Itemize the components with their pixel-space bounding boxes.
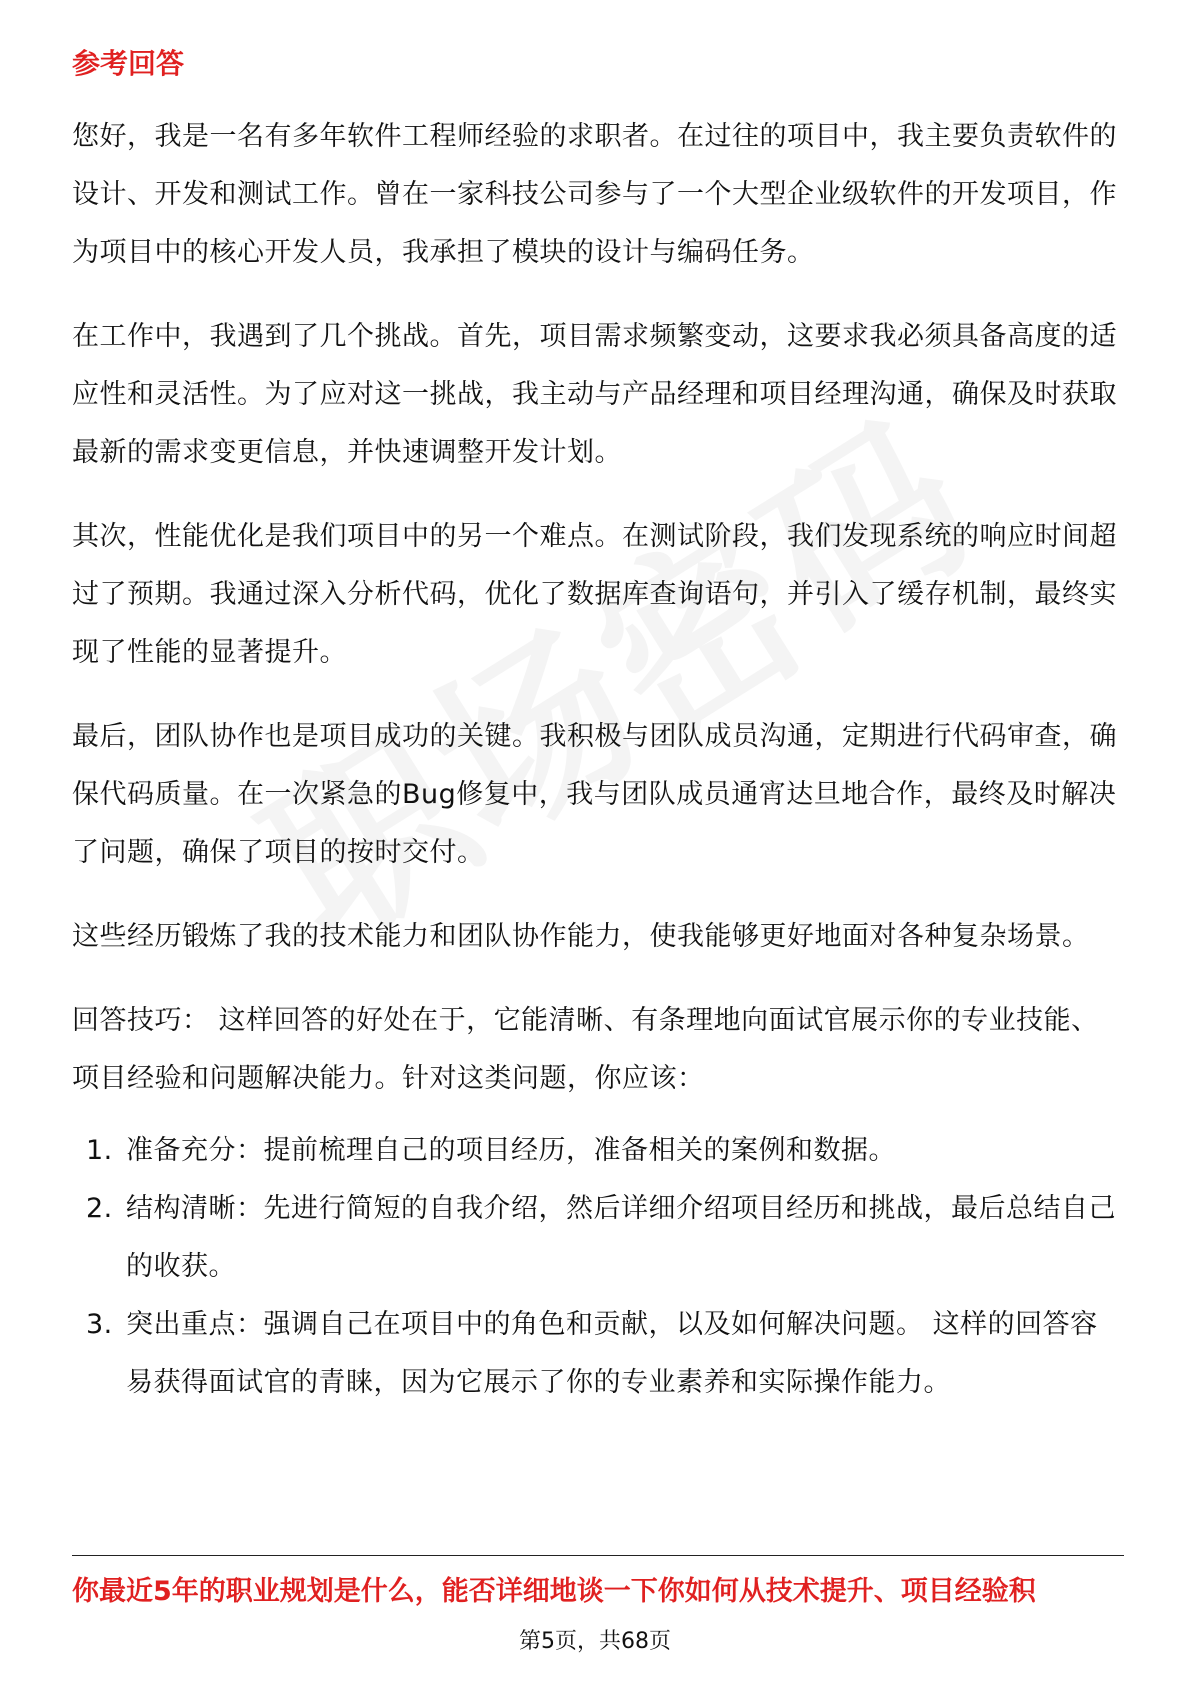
list-number: 2. bbox=[86, 1193, 113, 1224]
list-item bbox=[72, 1296, 1124, 1412]
list-number: 1. bbox=[86, 1135, 113, 1166]
page-number: 第5页，共68页 bbox=[519, 1629, 671, 1654]
paragraph-challenges: 在工作中，我遇到了几个挑战。首先，项目需求频繁变动，这要求我必须具备高度的适应性和灵活性。为了应对这一挑战，我主动与产品经理和项目经理沟通，确保及时获取最新的需求变更信息，并快速调整开发计划。 bbox=[72, 321, 1117, 468]
paragraph-performance: 其次，性能优化是我们项目中的另一个难点。在测试阶段，我们发现系统的响应时间超过了预期。我通过深入分析代码，优化了数据库查询语句，并引入了缓存机制，最终实现了性能的显著提升。 bbox=[72, 521, 1117, 668]
next-question-heading: 你最近5年的职业规划是什么，能否详细地谈一下你如何从技术提升、项目经验积 bbox=[72, 1576, 1036, 1607]
tips-intro: 回答技巧： 这样回答的好处在于，它能清晰、有条理地向面试官展示你的专业技能、项目经验和问题解决能力。针对这类问题，你应该： bbox=[72, 1005, 1099, 1094]
list-number: 3. bbox=[86, 1309, 113, 1340]
list-item-text: 突出重点：强调自己在项目中的角色和贡献，以及如何解决问题。 这样的回答容易获得面试官的青睐，因为它展示了你的专业素养和实际操作能力。 bbox=[126, 1309, 1098, 1398]
list-item-text: 准备充分：提前梳理自己的项目经历，准备相关的案例和数据。 bbox=[126, 1135, 896, 1166]
tips-list bbox=[72, 1122, 1124, 1412]
list-item bbox=[72, 1122, 1124, 1180]
section-title: 参考回答 bbox=[72, 47, 185, 80]
paragraph-summary: 这些经历锻炼了我的技术能力和团队协作能力，使我能够更好地面对各种复杂场景。 bbox=[72, 921, 1090, 952]
list-item-text: 结构清晰：先进行简短的自我介绍，然后详细介绍项目经历和挑战，最后总结自己的收获。 bbox=[126, 1193, 1116, 1282]
paragraph-teamwork: 最后，团队协作也是项目成功的关键。我积极与团队成员沟通，定期进行代码审查，确保代码质量。在一次紧急的Bug修复中，我与团队成员通宵达旦地合作，最终及时解决了问题，确保了项目的按时交付。 bbox=[72, 721, 1117, 868]
paragraph-intro: 您好，我是一名有多年软件工程师经验的求职者。在过往的项目中，我主要负责软件的设计、开发和测试工作。曾在一家科技公司参与了一个大型企业级软件的开发项目，作为项目中的核心开发人员，我承担了模块的设计与编码任务。 bbox=[72, 121, 1117, 268]
divider bbox=[72, 1555, 1124, 1556]
list-item bbox=[72, 1180, 1124, 1296]
document-body bbox=[72, 44, 1124, 1412]
